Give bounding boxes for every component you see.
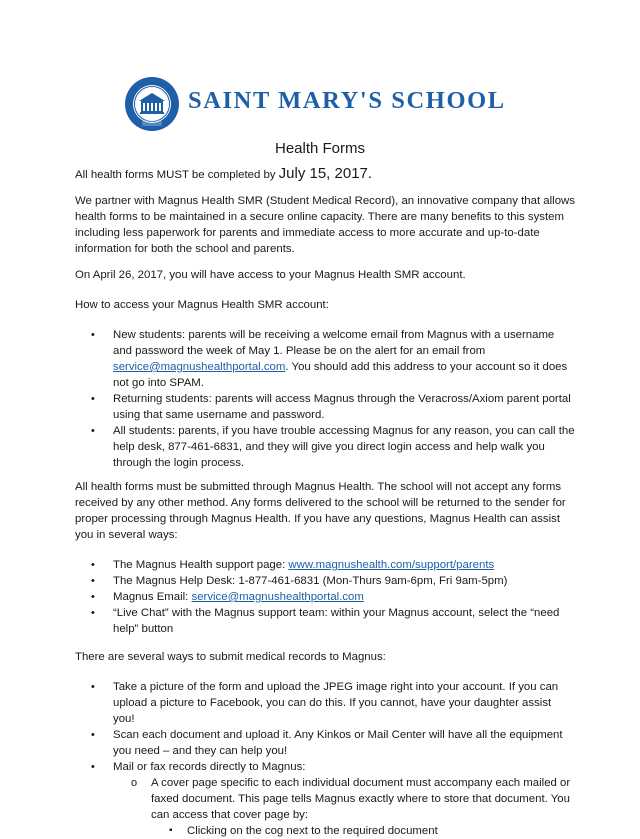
list-item-cog: ▪ Clicking on the cog next to the required document [75, 823, 575, 839]
ways-heading: There are several ways to submit medical records to Magnus: [75, 651, 386, 663]
due-date: July 15, 2017. [278, 165, 373, 182]
list-item-support-page: • The Magnus Health support page: www.magnushealth.com/support/parents [75, 557, 575, 573]
page-title: Health Forms [274, 140, 366, 157]
list-item-scan: • Scan each document and upload it. Any Kinkos or Mail Center will have all the equipment you need – and they can help you! [75, 727, 575, 759]
due-prefix: All health forms MUST be completed by [75, 169, 276, 181]
support-email-link[interactable]: service@magnushealthportal.com [191, 591, 364, 603]
support-list [75, 557, 575, 637]
school-seal-icon [124, 76, 180, 132]
due-sentence [75, 166, 575, 183]
list-item-picture: • Take a picture of the form and upload the JPEG image right into your account. If you can upload a picture to Facebook, you can do this. If you cannot, have your daughter assist you! [75, 679, 575, 727]
list-item-live-chat: • “Live Chat” with the Magnus support team: within your Magnus account, select the “need help” button [75, 605, 575, 637]
access-list [75, 327, 575, 471]
email-link[interactable]: service@magnushealthportal.com [113, 361, 286, 373]
list-item-returning-students: • Returning students: parents will access Magnus through the Veracross/Axiom parent portal using that same username and password. [75, 391, 575, 423]
document-body [75, 166, 575, 839]
list-item-help-desk: • The Magnus Help Desk: 1-877-461-6831 (Mon-Thurs 9am-6pm, Fri 9am-5pm) [75, 573, 575, 589]
list-item-cover-page: o A cover page specific to each individual document must accompany each mailed or faxed document. This page tells Magnus exactly where to store that document. You can access that cover page by: [75, 775, 575, 823]
list-item-new-students: • New students: parents will be receiving a welcome email from Magnus with a username and password the week of May 1. Please be on the alert for an email from service@magnushealthportal.com. You should add this address to your account so it does not go into SPAM. [75, 327, 575, 391]
list-item-email: • Magnus Email: service@magnushealthportal.com [75, 589, 575, 605]
ways-list [75, 679, 575, 839]
support-page-link[interactable]: www.magnushealth.com/support/parents [288, 559, 495, 571]
school-logo [124, 76, 516, 132]
school-name: SAINT MARY'S SCHOOL [188, 87, 506, 114]
how-to-heading: How to access your Magnus Health SMR account: [75, 299, 329, 311]
list-item-all-students: • All students: parents, if you have trouble accessing Magnus for any reason, you can call the help desk, 877-461-6831, and they will give you direct login access and help walk you through the login process. [75, 423, 575, 471]
submit-paragraph: All health forms must be submitted through Magnus Health. The school will not accept any forms received by any other method. Any forms delivered to the school will be returned to the sender for proper processing through Magnus Health. If you have any questions, Magnus Health can assist you in several ways: [75, 481, 566, 541]
intro-paragraph: We partner with Magnus Health SMR (Student Medical Record), an innovative company that allows health forms to be maintained in a secure online capacity. There are many benefits to this system including less paperwork for parents and immediate access to more accurate and up-to-date information for both the school and parents. [75, 195, 575, 255]
list-item-mail: • Mail or fax records directly to Magnus: [75, 759, 575, 775]
access-date-paragraph: On April 26, 2017, you will have access to your Magnus Health SMR account. [75, 269, 466, 281]
